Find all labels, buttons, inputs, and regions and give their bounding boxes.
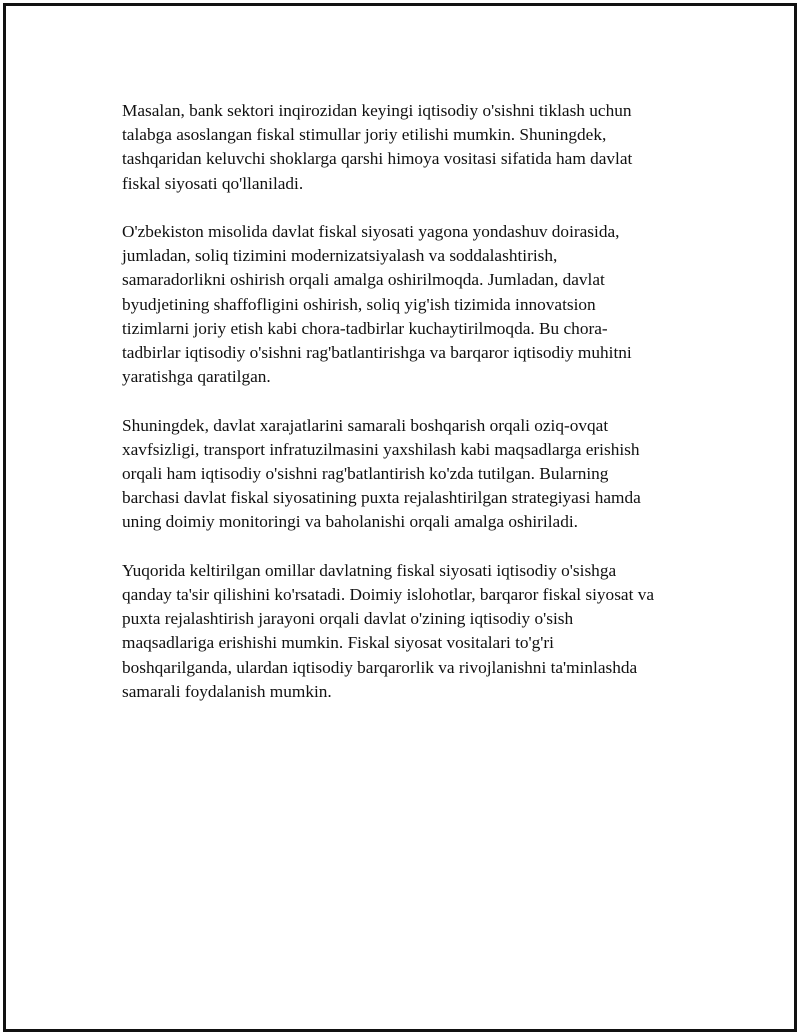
text-line: O'zbekiston misolida davlat fiskal siyosati yagona yondashuv doirasida, bbox=[122, 222, 620, 241]
text-line: qanday ta'sir qilishini ko'rsatadi. Doimiy islohotlar, barqaror fiskal siyosat va bbox=[122, 585, 655, 605]
text-line: yaratishga qaratilgan. bbox=[122, 367, 271, 387]
paragraph-1 bbox=[122, 99, 702, 196]
text-line: orqali ham iqtisodiy o'sishni rag'batlantirish ko'zda tutilgan. Bularning bbox=[122, 464, 609, 484]
text-line: Shuningdek, davlat xarajatlarini samarali boshqarish orqali oziq-ovqat bbox=[122, 415, 609, 435]
text-line: barchasi davlat fiskal siyosatining puxta rejalashtirilgan strategiyasi hamda bbox=[122, 488, 641, 508]
text-line: uning doimiy monitoringi va baholanishi orqali amalga oshiriladi. bbox=[122, 512, 578, 532]
text-line: puxta rejalashtirish jarayoni orqali davlat o'zining iqtisodiy o'sish bbox=[122, 609, 574, 629]
text-line: xavfsizligi, transport infratuzilmasini yaxshilash kabi maqsadlarga erishish bbox=[122, 439, 640, 459]
paragraph-3 bbox=[122, 414, 702, 535]
text-line: tizimlarni joriy etish kabi chora-tadbirlar kuchaytirilmoqda. Bu chora- bbox=[122, 318, 608, 338]
text-line: Yuqorida keltirilgan omillar davlatning fiskal siyosati iqtisodiy o'sishga bbox=[122, 560, 617, 580]
text-line: samarali foydalanish mumkin. bbox=[122, 681, 332, 701]
document-body bbox=[122, 99, 702, 728]
text-line: tashqaridan keluvchi shoklarga qarshi himoya vositasi sifatida ham davlat bbox=[122, 149, 633, 169]
text-line: byudjetining shaffofligini oshirish, soliq yig'ish tizimida innovatsion bbox=[122, 294, 596, 314]
text-line: maqsadlariga erishishi mumkin. Fiskal siyosat vositalari to'g'ri bbox=[122, 633, 554, 653]
text-line: talabga asoslangan fiskal stimullar joriy etilishi mumkin. Shuningdek, bbox=[122, 125, 607, 145]
text-line: fiskal siyosati qo'llaniladi. bbox=[122, 173, 304, 193]
text-line: samaradorlikni oshirish orqali amalga oshirilmoqda. Jumladan, davlat bbox=[122, 270, 605, 290]
text-line: Masalan, bank sektori inqirozidan keyingi iqtisodiy o'sishni tiklash uchun bbox=[122, 101, 632, 120]
text-line: jumladan, soliq tizimini modernizatsiyalash va soddalashtirish, bbox=[122, 246, 558, 266]
text-line: tadbirlar iqtisodiy o'sishni rag'batlantirishga va barqaror iqtisodiy muhitni bbox=[122, 343, 632, 363]
paragraph-4 bbox=[122, 559, 702, 704]
paragraph-2 bbox=[122, 220, 702, 389]
text-line: boshqarilganda, ulardan iqtisodiy barqarorlik va rivojlanishni ta'minlashda bbox=[122, 657, 638, 677]
page-frame bbox=[3, 3, 797, 1032]
